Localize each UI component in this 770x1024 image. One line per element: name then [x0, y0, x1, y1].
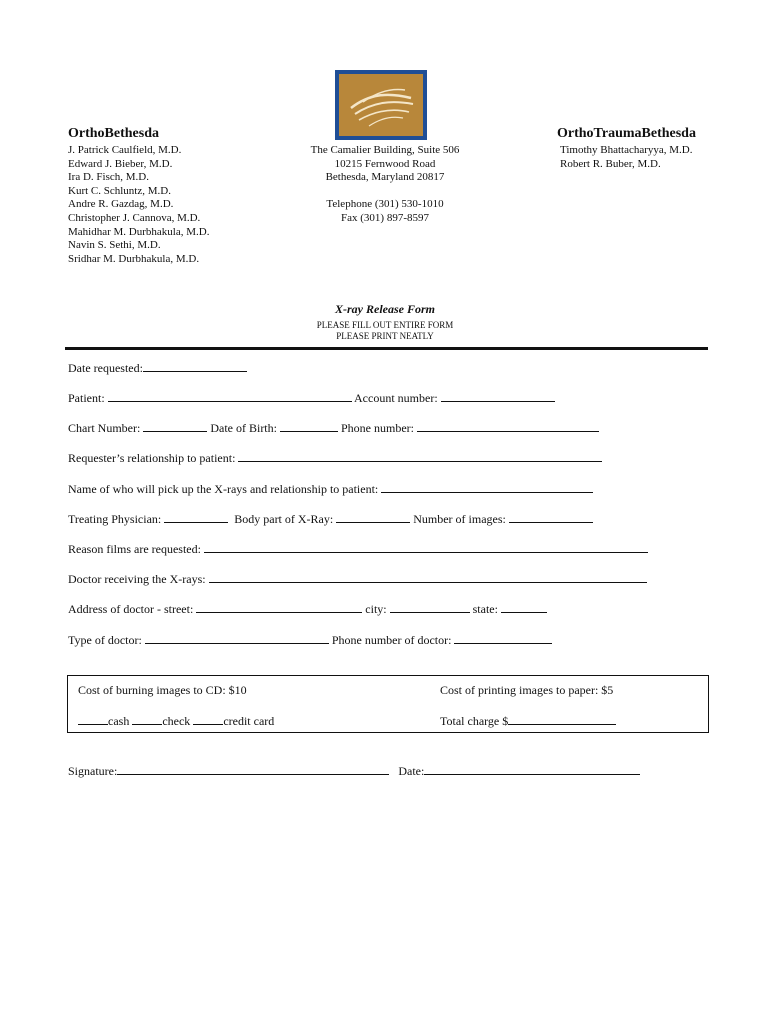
body-part-label: Body part of X-Ray: [234, 512, 334, 526]
cash-label: cash [108, 714, 130, 728]
instruction-print: PLEASE PRINT NEATLY [336, 331, 434, 341]
treating-physician-label: Treating Physician: [68, 512, 162, 526]
doctor-state-field[interactable] [501, 601, 547, 613]
date-requested-label: Date requested: [68, 361, 143, 375]
doctor-name: Christopher J. Cannova, M.D. [68, 211, 201, 224]
patient-row [68, 390, 555, 406]
signature-row [68, 763, 640, 779]
phone-number-field[interactable] [417, 420, 599, 432]
doctor-city-field[interactable] [390, 601, 470, 613]
credit-card-label: credit card [223, 714, 275, 728]
total-charge-row [440, 713, 616, 729]
instruction-fill: PLEASE FILL OUT ENTIRE FORM [316, 320, 454, 330]
date-of-birth-field[interactable] [280, 420, 338, 432]
form-title: X-ray Release Form [335, 302, 435, 316]
doctor-receiving-row [68, 571, 647, 587]
doctor-phone-field[interactable] [454, 632, 552, 644]
chart-number-label: Chart Number: [68, 421, 141, 435]
address-line: The Camalier Building, Suite 506 [310, 144, 460, 156]
phone-number-label: Phone number: [340, 421, 414, 435]
date-requested-row [68, 360, 247, 376]
account-number-label: Account number: [354, 391, 438, 405]
doctor-name: Sridhar M. Durbhakula, M.D. [68, 252, 200, 265]
fax: Fax (301) 897-8597 [341, 211, 429, 224]
signature-label: Signature: [68, 764, 118, 778]
patient-label: Patient: [68, 391, 105, 405]
pickup-row [68, 481, 593, 497]
left-doctor-list [68, 144, 209, 266]
treating-physician-field[interactable] [164, 511, 228, 523]
date-requested-field[interactable] [143, 360, 247, 372]
doctor-receiving-field[interactable] [209, 571, 647, 583]
doctor-type-row [68, 632, 552, 648]
chart-row [68, 420, 599, 436]
doctor-name: J. Patrick Caulfield, M.D. [68, 144, 182, 156]
payment-method-row [78, 713, 274, 729]
paper-cost: Cost of printing images to paper: $5 [440, 683, 614, 697]
practice-address [285, 144, 485, 226]
signature-date-field[interactable] [424, 763, 640, 775]
doctor-street-label: Address of doctor - street: [68, 602, 194, 616]
divider [65, 347, 708, 350]
reason-label: Reason films are requested: [68, 542, 201, 556]
total-charge-label: Total charge $ [440, 714, 509, 728]
check-checkbox[interactable] [132, 713, 162, 725]
body-part-field[interactable] [336, 511, 410, 523]
requester-relationship-field[interactable] [238, 450, 602, 462]
reason-row [68, 541, 648, 557]
total-charge-field[interactable] [508, 713, 616, 725]
right-practice-name: OrthoTraumaBethesda [557, 126, 696, 141]
doctor-name: Mahidhar M. Durbhakula, M.D. [68, 225, 210, 238]
type-of-doctor-field[interactable] [145, 632, 329, 644]
check-label: check [162, 714, 191, 728]
right-doctor-list [560, 144, 693, 171]
wave-logo-icon [339, 74, 423, 136]
requester-relationship-label: Requester’s relationship to patient: [68, 451, 236, 465]
cash-checkbox[interactable] [78, 713, 108, 725]
signature-date-label: Date: [398, 764, 425, 778]
address-row [68, 601, 547, 617]
credit-card-checkbox[interactable] [193, 713, 223, 725]
doctor-name: Navin S. Sethi, M.D. [68, 239, 161, 252]
address-line: Bethesda, Maryland 20817 [325, 171, 445, 184]
cd-cost: Cost of burning images to CD: $10 [78, 683, 247, 697]
doctor-name: Timothy Bhattacharyya, M.D. [560, 144, 693, 156]
pickup-field[interactable] [381, 481, 593, 493]
practice-logo [335, 70, 427, 140]
doctor-street-field[interactable] [196, 601, 362, 613]
pickup-label: Name of who will pick up the X-rays and relationship to patient: [68, 482, 379, 496]
doctor-name: Kurt C. Schluntz, M.D. [68, 184, 171, 197]
physician-row [68, 511, 593, 527]
doctor-phone-label: Phone number of doctor: [331, 633, 452, 647]
reason-field[interactable] [204, 541, 648, 553]
patient-field[interactable] [108, 390, 352, 402]
chart-number-field[interactable] [143, 420, 207, 432]
address-line: 10215 Fernwood Road [334, 157, 436, 170]
doctor-name: Robert R. Buber, M.D. [560, 157, 661, 170]
number-of-images-field[interactable] [509, 511, 593, 523]
date-of-birth-label: Date of Birth: [210, 421, 277, 435]
signature-field[interactable] [117, 763, 389, 775]
cost-box [67, 675, 709, 733]
account-number-field[interactable] [441, 390, 555, 402]
doctor-state-label: state: [472, 602, 498, 616]
requester-row [68, 450, 602, 466]
type-of-doctor-label: Type of doctor: [68, 633, 142, 647]
left-practice-name: OrthoBethesda [68, 126, 159, 141]
doctor-city-label: city: [365, 602, 387, 616]
doctor-receiving-label: Doctor receiving the X-rays: [68, 572, 206, 586]
number-of-images-label: Number of images: [413, 512, 506, 526]
doctor-name: Edward J. Bieber, M.D. [68, 157, 173, 170]
doctor-name: Ira D. Fisch, M.D. [68, 171, 149, 184]
telephone: Telephone (301) 530-1010 [326, 198, 444, 211]
doctor-name: Andre R. Gazdag, M.D. [68, 198, 174, 211]
